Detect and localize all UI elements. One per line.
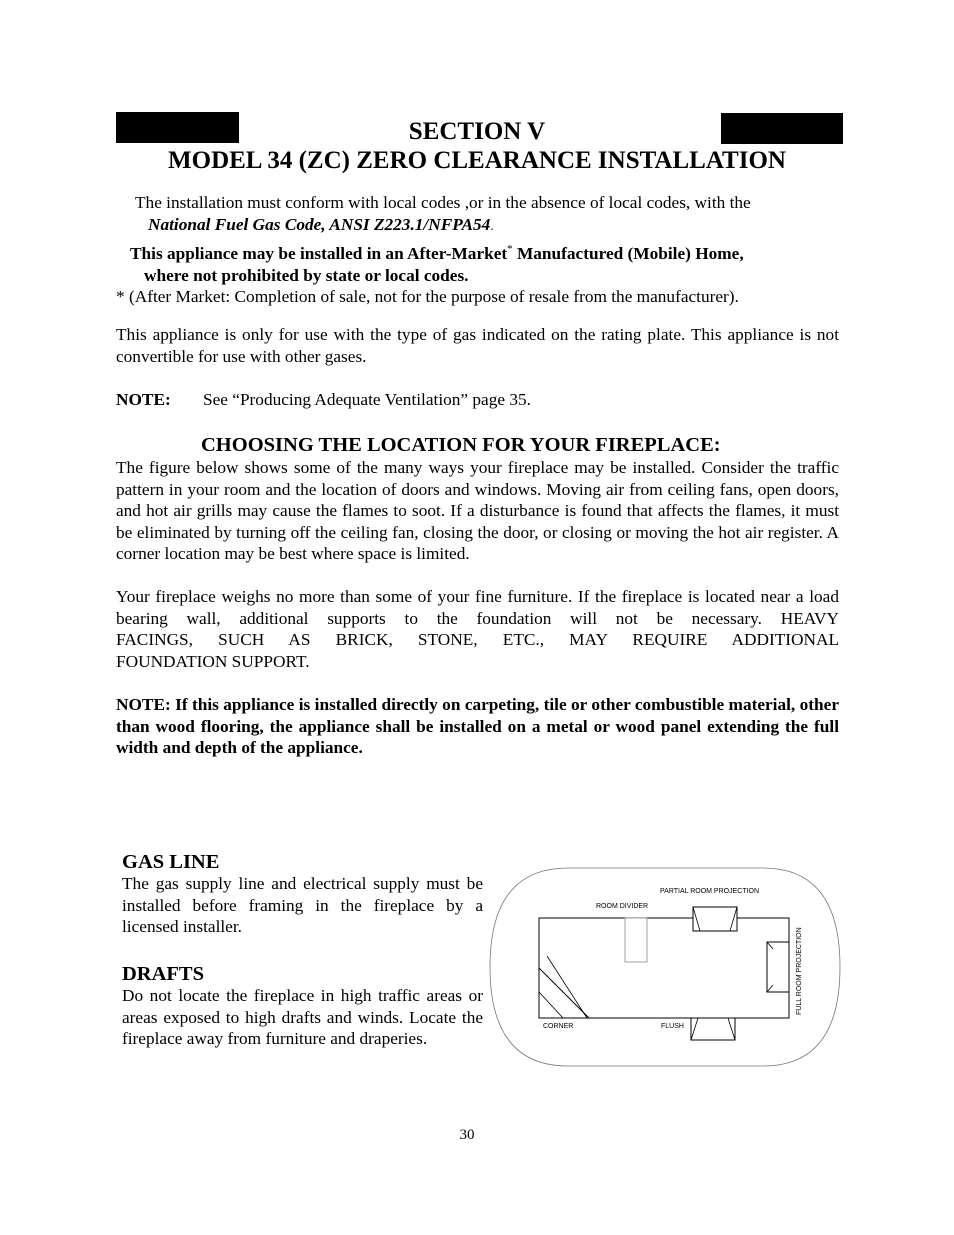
label-flush: FLUSH bbox=[661, 1023, 684, 1030]
mobile-home-line-2: where not prohibited by state or local codes. bbox=[144, 265, 469, 285]
drafts-text: Do not locate the fireplace in high traffic areas or areas exposed to high drafts and winds. Locate the fireplace away from furniture and draperies. bbox=[122, 986, 483, 1049]
location-paragraph-1: The figure below shows some of the many ways your fireplace may be installed. Consider the traffic pattern in your room and the location of doors and windows. Moving air from ceiling fans, open doors, and hot air grills may cause the flames to soot. If a disturbance is found that affects the flames, it must be eliminated by turning off the ceiling fan, closing the door, or closing or moving the hot air register. A corner location may be best where space is limited. bbox=[116, 458, 839, 564]
flush-fireplace bbox=[691, 1018, 735, 1040]
mobile-home-line bbox=[116, 239, 856, 264]
mobile-home-text-a: This appliance may be installed in an After-Market bbox=[130, 243, 508, 263]
page-number: 30 bbox=[459, 1127, 475, 1143]
location-heading: CHOOSING THE LOCATION FOR YOUR FIREPLACE: bbox=[201, 434, 721, 456]
footnote-marker: * bbox=[507, 243, 513, 256]
ventilation-note bbox=[116, 389, 839, 411]
gas-line-heading: GAS LINE bbox=[122, 851, 220, 873]
mobile-home-text-b: Manufactured (Mobile) Home, bbox=[512, 243, 744, 263]
location-paragraph-2-b: FACINGS, SUCH AS BRICK, STONE, ETC., MAY REQUIRE ADDITIONAL bbox=[116, 630, 839, 650]
code-reference bbox=[116, 214, 856, 237]
room-divider-fireplace bbox=[625, 918, 647, 962]
label-full-room-projection: FULL ROOM PROJECTION bbox=[796, 927, 803, 1015]
intro-block bbox=[116, 192, 856, 308]
gas-type-paragraph: This appliance is only for use with the type of gas indicated on the rating plate. This appliance is not convertible for use with other gases. bbox=[116, 325, 839, 366]
page-title: MODEL 34 (ZC) ZERO CLEARANCE INSTALLATION bbox=[168, 147, 786, 174]
location-paragraph-2 bbox=[116, 586, 839, 672]
installation-locations-diagram bbox=[488, 866, 843, 1070]
full-projection-fireplace bbox=[767, 942, 789, 992]
note-text: See “Producing Adequate Ventilation” page 35. bbox=[203, 390, 531, 409]
label-corner: CORNER bbox=[543, 1023, 574, 1030]
code-reference-text: National Fuel Gas Code, ANSI Z223.1/NFPA54 bbox=[148, 214, 491, 234]
label-partial-room-projection: PARTIAL ROOM PROJECTION bbox=[660, 888, 760, 895]
partial-projection-fireplace bbox=[693, 907, 737, 931]
gas-line-text: The gas supply line and electrical supply must be installed before framing in the fireplace by a licensed installer. bbox=[122, 874, 483, 937]
note-label: NOTE: bbox=[116, 390, 171, 409]
footnote: * (After Market: Completion of sale, not for the purpose of resale from the manufacturer). bbox=[116, 287, 739, 307]
carpet-note: NOTE: If this appliance is installed directly on carpeting, tile or other combustible material, other than wood flooring, the appliance shall be installed on a metal or wood panel extending the full width and depth of the appliance. bbox=[116, 695, 839, 758]
drafts-heading: DRAFTS bbox=[122, 963, 205, 985]
label-room-divider: ROOM DIVIDER bbox=[596, 903, 649, 910]
code-reference-end: . bbox=[490, 217, 494, 233]
location-paragraph-2-a: Your fireplace weighs no more than some of your fine furniture. If the fireplace is located near a load bearing wall, additional supports to the foundation will not be necessary. HEAVY bbox=[116, 587, 839, 628]
location-paragraph-2-c: FOUNDATION SUPPORT. bbox=[116, 651, 310, 671]
corner-fireplace bbox=[539, 956, 589, 1018]
section-title: SECTION V bbox=[408, 118, 546, 145]
room-outline bbox=[539, 918, 789, 1018]
intro-line: The installation must conform with local codes ,or in the absence of local codes, with the bbox=[135, 193, 751, 212]
